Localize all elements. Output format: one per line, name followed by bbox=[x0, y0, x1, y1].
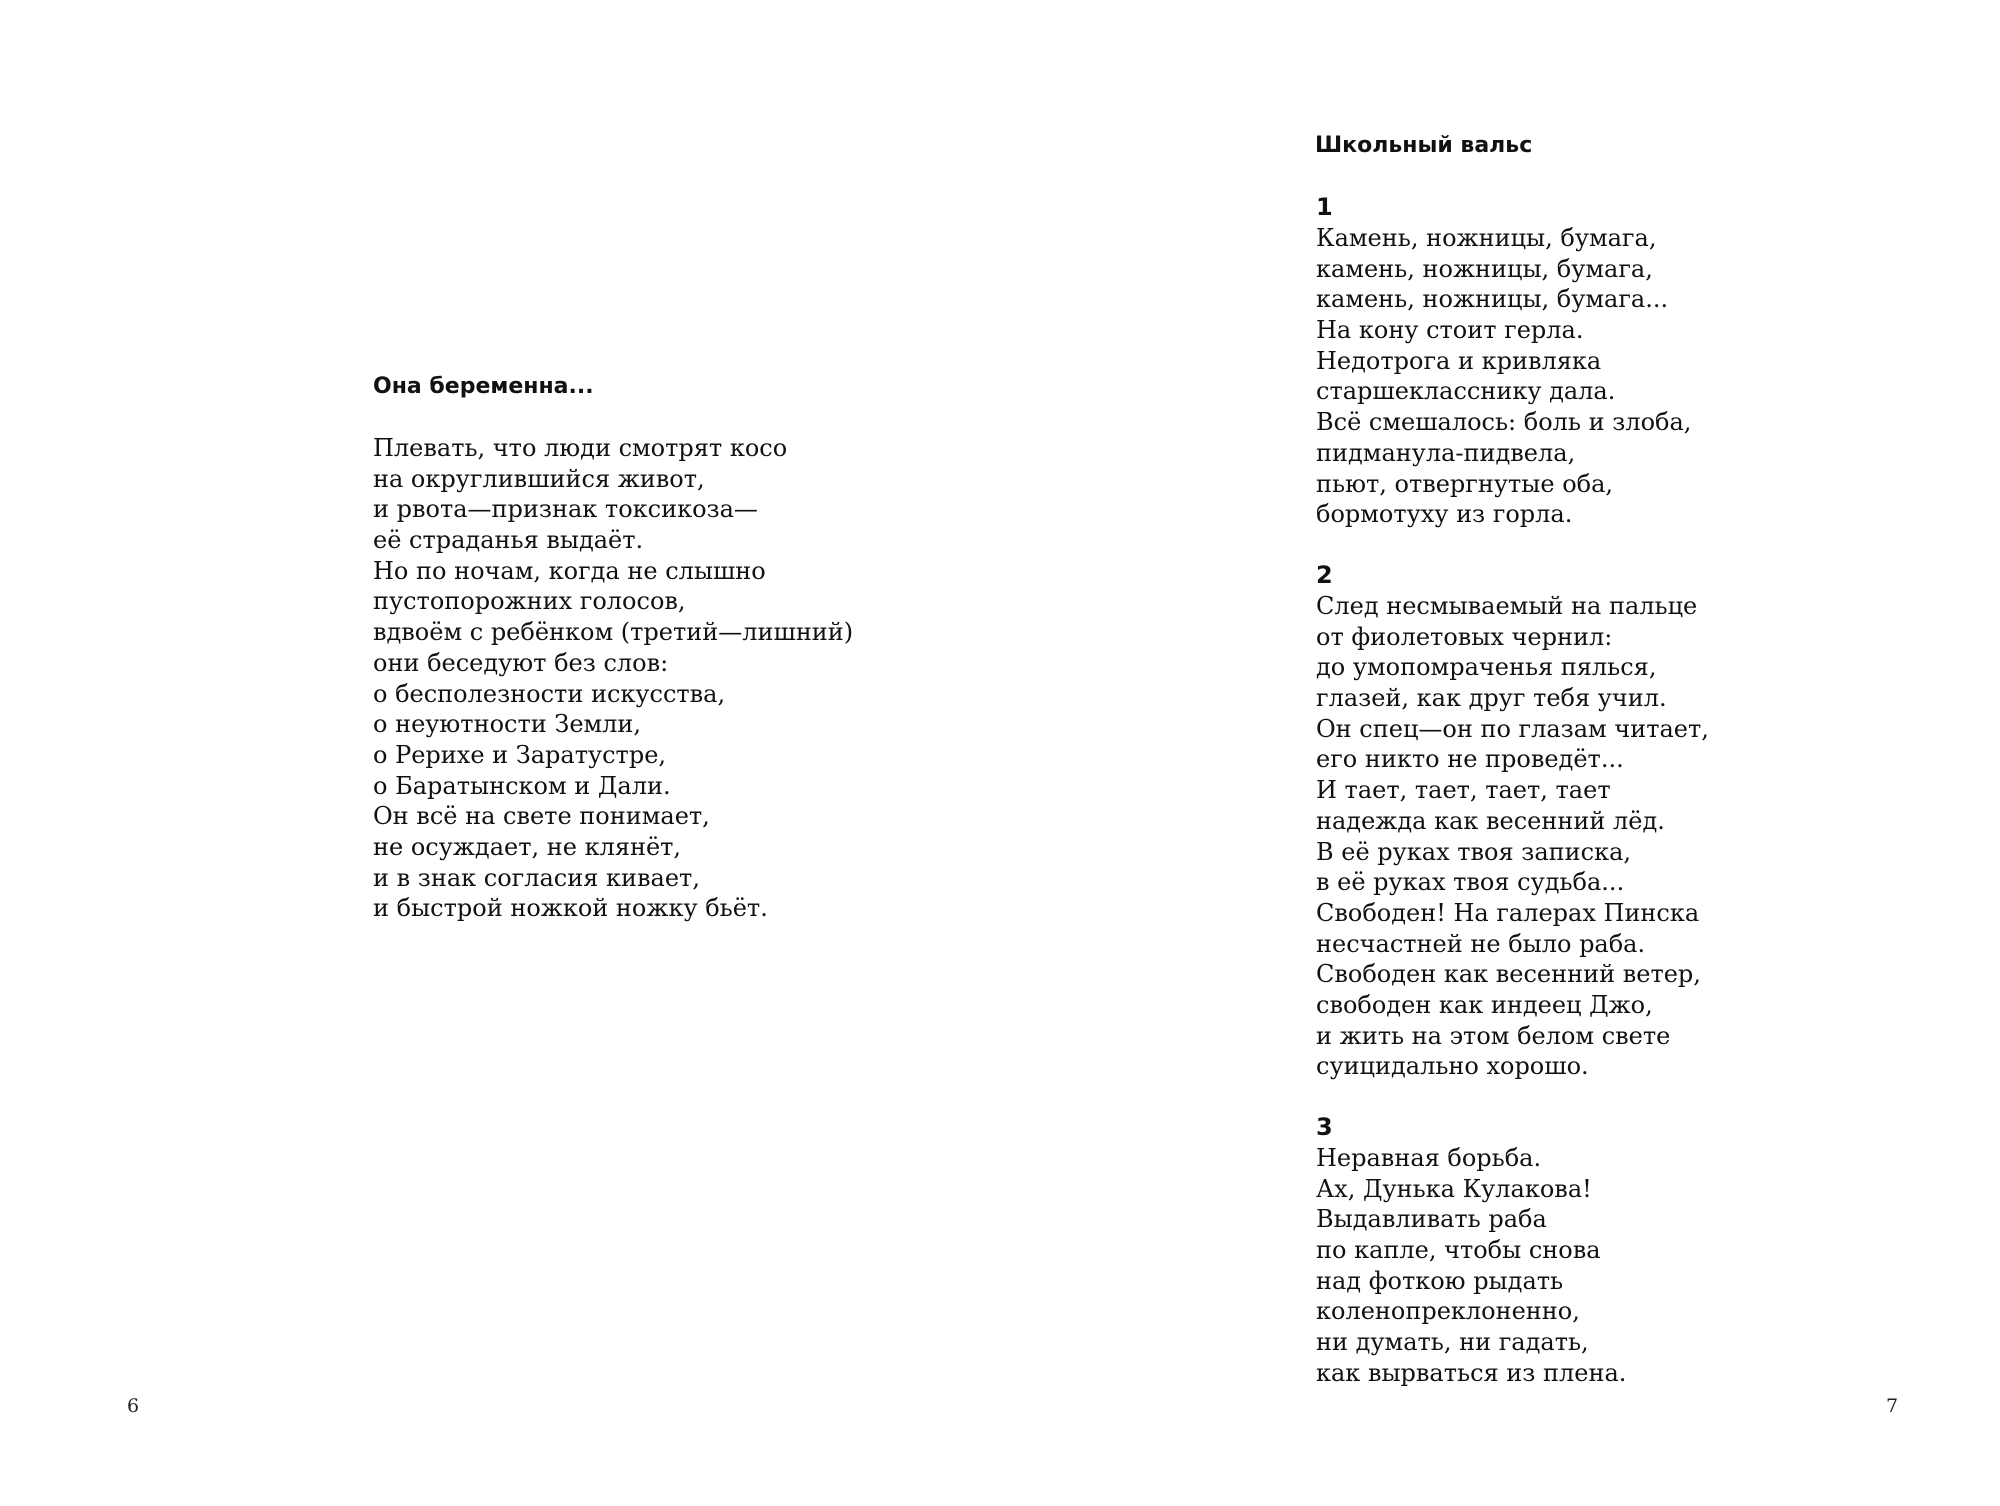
stanza-number: 3 bbox=[1316, 1113, 1333, 1141]
verse-line: по капле, чтобы снова bbox=[1316, 1236, 1601, 1265]
verse-line: Он всё на свете понимает, bbox=[373, 802, 710, 831]
verse-line: Плевать, что люди смотрят косо bbox=[373, 434, 788, 462]
verse-line: и в знак согласия кивает, bbox=[373, 863, 700, 892]
verse-line: глазей, как друг тебя учил. bbox=[1316, 684, 1667, 713]
verse-line: его никто не проведёт... bbox=[1316, 745, 1624, 774]
verse-line: о бесполезности искусства, bbox=[373, 679, 726, 708]
page-number: 7 bbox=[1886, 1395, 1899, 1417]
verse-line: и жить на этом белом свете bbox=[1316, 1021, 1671, 1050]
verse-line: Всё смешалось: боль и злоба, bbox=[1316, 408, 1692, 437]
verse-line: ни думать, ни гадать, bbox=[1316, 1328, 1589, 1357]
verse-line: Он спец—он по глазам читает, bbox=[1316, 714, 1709, 743]
verse-line: пустопорожних голосов, bbox=[373, 587, 686, 616]
verse-line: надежда как весенний лёд. bbox=[1316, 806, 1665, 835]
verse-line: камень, ножницы, бумага... bbox=[1316, 285, 1669, 314]
verse-line: Свободен! На галерах Пинска bbox=[1316, 898, 1700, 927]
verse-line: в её руках твоя судьба... bbox=[1316, 868, 1625, 897]
verse-line: пьют, отвергнутые оба, bbox=[1316, 469, 1614, 498]
verse-line: пидманула-пидвела, bbox=[1316, 438, 1576, 467]
verse-line: Свободен как весенний ветер, bbox=[1316, 960, 1701, 989]
verse-line: вдвоём с ребёнком (третий—лишний) bbox=[373, 618, 854, 647]
verse-line: След несмываемый на пальце bbox=[1316, 592, 1698, 620]
verse-line: В её руках твоя записка, bbox=[1316, 837, 1632, 866]
verse-line: суицидально хорошо. bbox=[1316, 1052, 1589, 1081]
right-page bbox=[1110, 0, 2000, 1506]
verse-line: от фиолетовых чернил: bbox=[1316, 622, 1613, 651]
stanza bbox=[1316, 1143, 1626, 1389]
poem-title: Школьный вальс bbox=[1315, 133, 1533, 158]
stanza bbox=[1316, 223, 1691, 530]
verse-line: на округлившийся живот, bbox=[373, 464, 705, 493]
verse-line: о Баратынском и Дали. bbox=[373, 771, 671, 800]
verse-line: коленопреклоненно, bbox=[1316, 1297, 1580, 1326]
verse-line: о неуютности Земли, bbox=[373, 710, 642, 739]
verse-line: её страданья выдаёт. bbox=[373, 526, 644, 555]
verse-line: Выдавливать раба bbox=[1316, 1205, 1547, 1234]
verse-line: камень, ножницы, бумага, bbox=[1316, 254, 1653, 283]
verse-line: бормотуху из горла. bbox=[1316, 500, 1573, 529]
verse-line: над фоткою рыдать bbox=[1316, 1266, 1564, 1295]
verse-line: и быстрой ножкой ножку бьёт. bbox=[373, 894, 768, 923]
verse-line: до умопомраченья пялься, bbox=[1316, 653, 1657, 682]
verse-line: Но по ночам, когда не слышно bbox=[373, 556, 766, 585]
verse-line: не осуждает, не клянёт, bbox=[373, 832, 682, 861]
stanza-number: 2 bbox=[1316, 561, 1333, 589]
verse-line: несчастней не было раба. bbox=[1316, 929, 1646, 958]
verse-line: И тает, тает, тает, тает bbox=[1316, 776, 1611, 805]
stanza bbox=[1316, 591, 1709, 1082]
verse-line: Неравная борьба. bbox=[1316, 1144, 1542, 1172]
verse-line: и рвота—признак токсикоза— bbox=[373, 495, 758, 524]
poem-title: Она беременна... bbox=[373, 374, 594, 399]
verse-line: старшекласснику дала. bbox=[1316, 377, 1616, 406]
verse-line: Камень, ножницы, бумага, bbox=[1316, 224, 1657, 252]
verse-line: Ах, Дунька Кулакова! bbox=[1316, 1174, 1592, 1203]
verse-line: они беседуют без слов: bbox=[373, 648, 669, 677]
poem-verse bbox=[373, 433, 853, 924]
verse-line: о Рерихе и Заратустре, bbox=[373, 740, 667, 769]
verse-line: Недотрога и кривляка bbox=[1316, 346, 1602, 375]
verse-line: как вырваться из плена. bbox=[1316, 1358, 1627, 1387]
page-number: 6 bbox=[127, 1395, 140, 1417]
verse-line: На кону стоит герла. bbox=[1316, 316, 1584, 345]
verse-line: свободен как индеец Джо, bbox=[1316, 990, 1653, 1019]
stanza-number: 1 bbox=[1316, 193, 1333, 221]
